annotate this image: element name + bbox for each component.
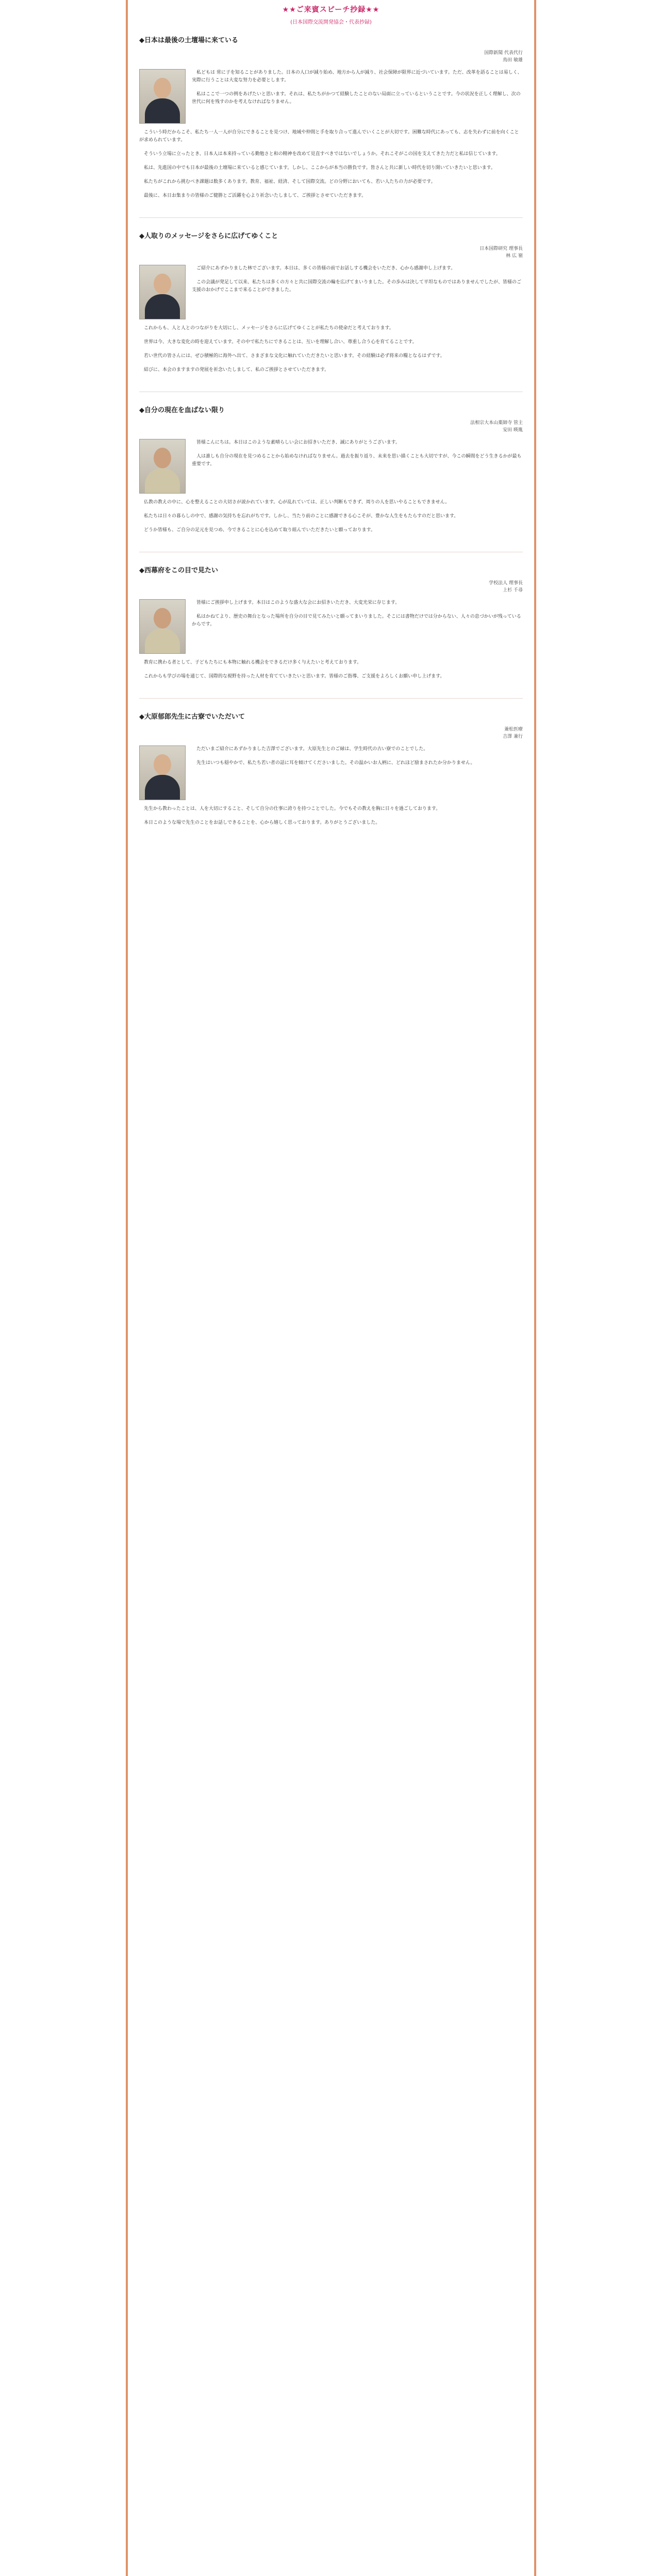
section-text-continued	[139, 805, 523, 827]
speaker-photo	[139, 265, 186, 319]
section-body	[139, 599, 523, 654]
paragraph: 若い世代の皆さんには、ぜひ積極的に海外へ出て、さまざまな文化に触れていただきたいと思います。その経験は必ず将来の糧となるはずです。	[144, 353, 445, 359]
speaker-photo	[139, 439, 186, 494]
paragraph: ただいまご紹介にあずかりました吉澤でございます。大原先生とのご縁は、学生時代の古い寮でのことでした。	[196, 747, 428, 752]
speaker-line: 学校法人 理事長	[489, 581, 523, 586]
speaker-line: 吉澤 兼行	[503, 734, 523, 739]
paragraph: 私はかねてより、歴史の舞台となった場所を自分の目で見てみたいと願ってまいりました。そこには書物だけでは分からない、人々の息づかいが残っているからです。	[192, 614, 521, 627]
speech-section	[139, 230, 523, 374]
section-heading: ◆自分の現在を血ばない限り	[139, 406, 225, 414]
section-heading: ◆大原郁郎先生に古寮でいただいて	[139, 713, 245, 721]
paragraph: 教育に携わる者として、子どもたちにも本物に触れる機会をできるだけ多く与えたいと考えております。	[144, 660, 362, 665]
speaker-affiliation	[139, 49, 523, 64]
paragraph: 私はここで一つの例をあげたいと思います。それは、私たちがかつて経験したことのない局面に立っているということです。今の状況を正しく理解し、次の世代に何を残すのかを考えなければなりません。	[192, 92, 521, 105]
section-text	[192, 265, 523, 319]
page	[126, 0, 536, 2576]
section-body	[139, 265, 523, 319]
section-body	[139, 745, 523, 800]
paragraph: 世界は今、大きな変化の時を迎えています。その中で私たちにできることは、互いを理解し合い、尊重し合う心を育てることです。	[144, 340, 417, 345]
section-body	[139, 69, 523, 124]
paragraph: そういう立場に立ったとき、日本人は本来持っている勤勉さと和の精神を改めて見直すべきではないでしょうか。それこそがこの国を支えてきた力だと私は信じています。	[144, 151, 501, 157]
speech-list	[139, 35, 523, 827]
paragraph: こういう時だからこそ、私たち一人一人が自分にできることを見つけ、地域や仲間と手を取り合って進んでいくことが大切です。困難な時代にあっても、志を失わずに前を向くことが求められています。	[139, 130, 519, 143]
paragraph: 結びに、本会のますますの発展を祈念いたしまして、私のご挨拶とさせていただきます。	[144, 367, 329, 372]
paragraph: 先生はいつも穏やかで、私たち若い者の話に耳を傾けてくださいました。その温かいお人柄に、どれほど励まされたか分かりません。	[196, 760, 475, 766]
section-text	[192, 439, 523, 494]
speaker-line: 日本国際研究 理事長	[479, 246, 523, 251]
speech-section	[139, 404, 523, 534]
speech-section	[139, 565, 523, 681]
paragraph: 私どもは 常に子を知ることがありました。日本の人口が減り始め、地方から人が減り、社会保障が限界に近づいています。ただ、改革を語ることは易しく、実際に行うことは大変な努力を必要とします。	[192, 70, 522, 83]
section-heading: ◆西幕府をこの目で見たい	[139, 567, 218, 574]
speech-section	[139, 711, 523, 827]
paragraph: 私たちがこれから挑むべき課題は数多くあります。教育、福祉、経済、そして国際交流。どの分野においても、若い人たちの力が必要です。	[144, 179, 436, 184]
page-title: ★★ご来賓スピーチ抄録★★	[282, 6, 380, 14]
page-subtitle: (日本国際交流開発協会・代表抄録)	[290, 20, 372, 25]
speaker-line: 安田 暎胤	[503, 428, 523, 433]
section-text-continued	[139, 499, 523, 534]
section-text-continued	[139, 659, 523, 681]
speaker-affiliation	[139, 419, 523, 434]
paragraph: 私は、先進国の中でも日本が最後の土壇場に来ていると感じています。しかし、ここからが本当の勝負です。皆さんと共に新しい時代を切り開いていきたいと思います。	[144, 165, 495, 171]
section-text	[192, 69, 523, 124]
paragraph: 人は誰しも自分の現在を見つめることから始めなければなりません。過去を振り返り、未来を思い描くことも大切ですが、今この瞬間をどう生きるかが最も重要です。	[192, 454, 522, 467]
paragraph: これからも学びの場を通じて、国際的な視野を持った人材を育てていきたいと思います。皆様のご指導、ご支援をよろしくお願い申し上げます。	[144, 674, 445, 679]
section-body	[139, 439, 523, 494]
speaker-photo	[139, 69, 186, 124]
paragraph: 皆様こんにちは。本日はこのような素晴らしい会にお招きいただき、誠にありがとうございます。	[196, 440, 400, 445]
section-heading: ◆日本は最後の土壇場に来ている	[139, 37, 238, 44]
section-text-continued	[139, 325, 523, 374]
section-text	[192, 599, 523, 654]
speaker-line: 林 広 嶺	[506, 253, 523, 259]
paragraph: どうか皆様も、ご自分の足元を見つめ、今できることに心を込めて取り組んでいただきたいと願っております。	[144, 528, 375, 533]
speaker-affiliation	[139, 245, 523, 260]
speech-section	[139, 35, 523, 200]
speaker-line: 鳥田 敏雄	[503, 58, 523, 63]
paragraph: 先生から教わったことは、人を大切にすること、そして自分の仕事に誇りを持つことでした。今でもその教えを胸に日々を過ごしております。	[144, 806, 441, 811]
speaker-line: 兼松医療	[504, 727, 523, 732]
section-divider	[139, 698, 523, 699]
paragraph: これからも、人と人とのつながりを大切にし、メッセージをさらに広げてゆくことが私たちの使命だと考えております。	[144, 326, 394, 331]
speaker-photo	[139, 599, 186, 654]
paragraph: 本日このような場で先生のことをお話しできることを、心から嬉しく思っております。ありがとうございました。	[144, 820, 380, 825]
section-divider	[139, 217, 523, 218]
speaker-line: 国際新聞 代表代行	[484, 50, 523, 56]
speaker-line: 法相宗大本山薬師寺 管主	[470, 420, 523, 426]
paragraph: 皆様にご挨拶申し上げます。本日はこのような盛大な会にお招きいただき、大変光栄に存じます。	[196, 600, 400, 605]
speaker-line: 上杉 千尋	[503, 588, 523, 593]
section-text	[192, 745, 475, 800]
speaker-photo	[139, 745, 186, 800]
paragraph: この会議が発足して以来、私たちは多くの方々と共に国際交流の輪を広げてまいりました。その歩みは決して平坦なものではありませんでしたが、皆様のご支援のおかげでここまで来ることができました。	[192, 280, 522, 293]
paragraph: 最後に、本日お集まりの皆様のご健勝とご活躍を心より祈念いたしまして、ご挨拶とさせていただきます。	[144, 193, 367, 198]
speaker-affiliation	[139, 580, 523, 594]
paragraph: 私たちは日々の暮らしの中で、感謝の気持ちを忘れがちです。しかし、当たり前のことに感謝できる心こそが、豊かな人生をもたらすのだと思います。	[144, 514, 459, 519]
paragraph: ご紹介にあずかりました林でございます。本日は、多くの皆様の前でお話しする機会をいただき、心から感謝申し上げます。	[196, 266, 456, 271]
paragraph: 仏教の教えの中に、心を整えることの大切さが説かれています。心が乱れていては、正しい判断もできず、周りの人を思いやることもできません。	[144, 500, 450, 505]
section-heading: ◆人取りのメッセージをさらに広げてゆくこと	[139, 232, 278, 240]
speaker-affiliation	[139, 726, 523, 740]
page-header	[128, 0, 534, 25]
section-text-continued	[139, 129, 523, 200]
